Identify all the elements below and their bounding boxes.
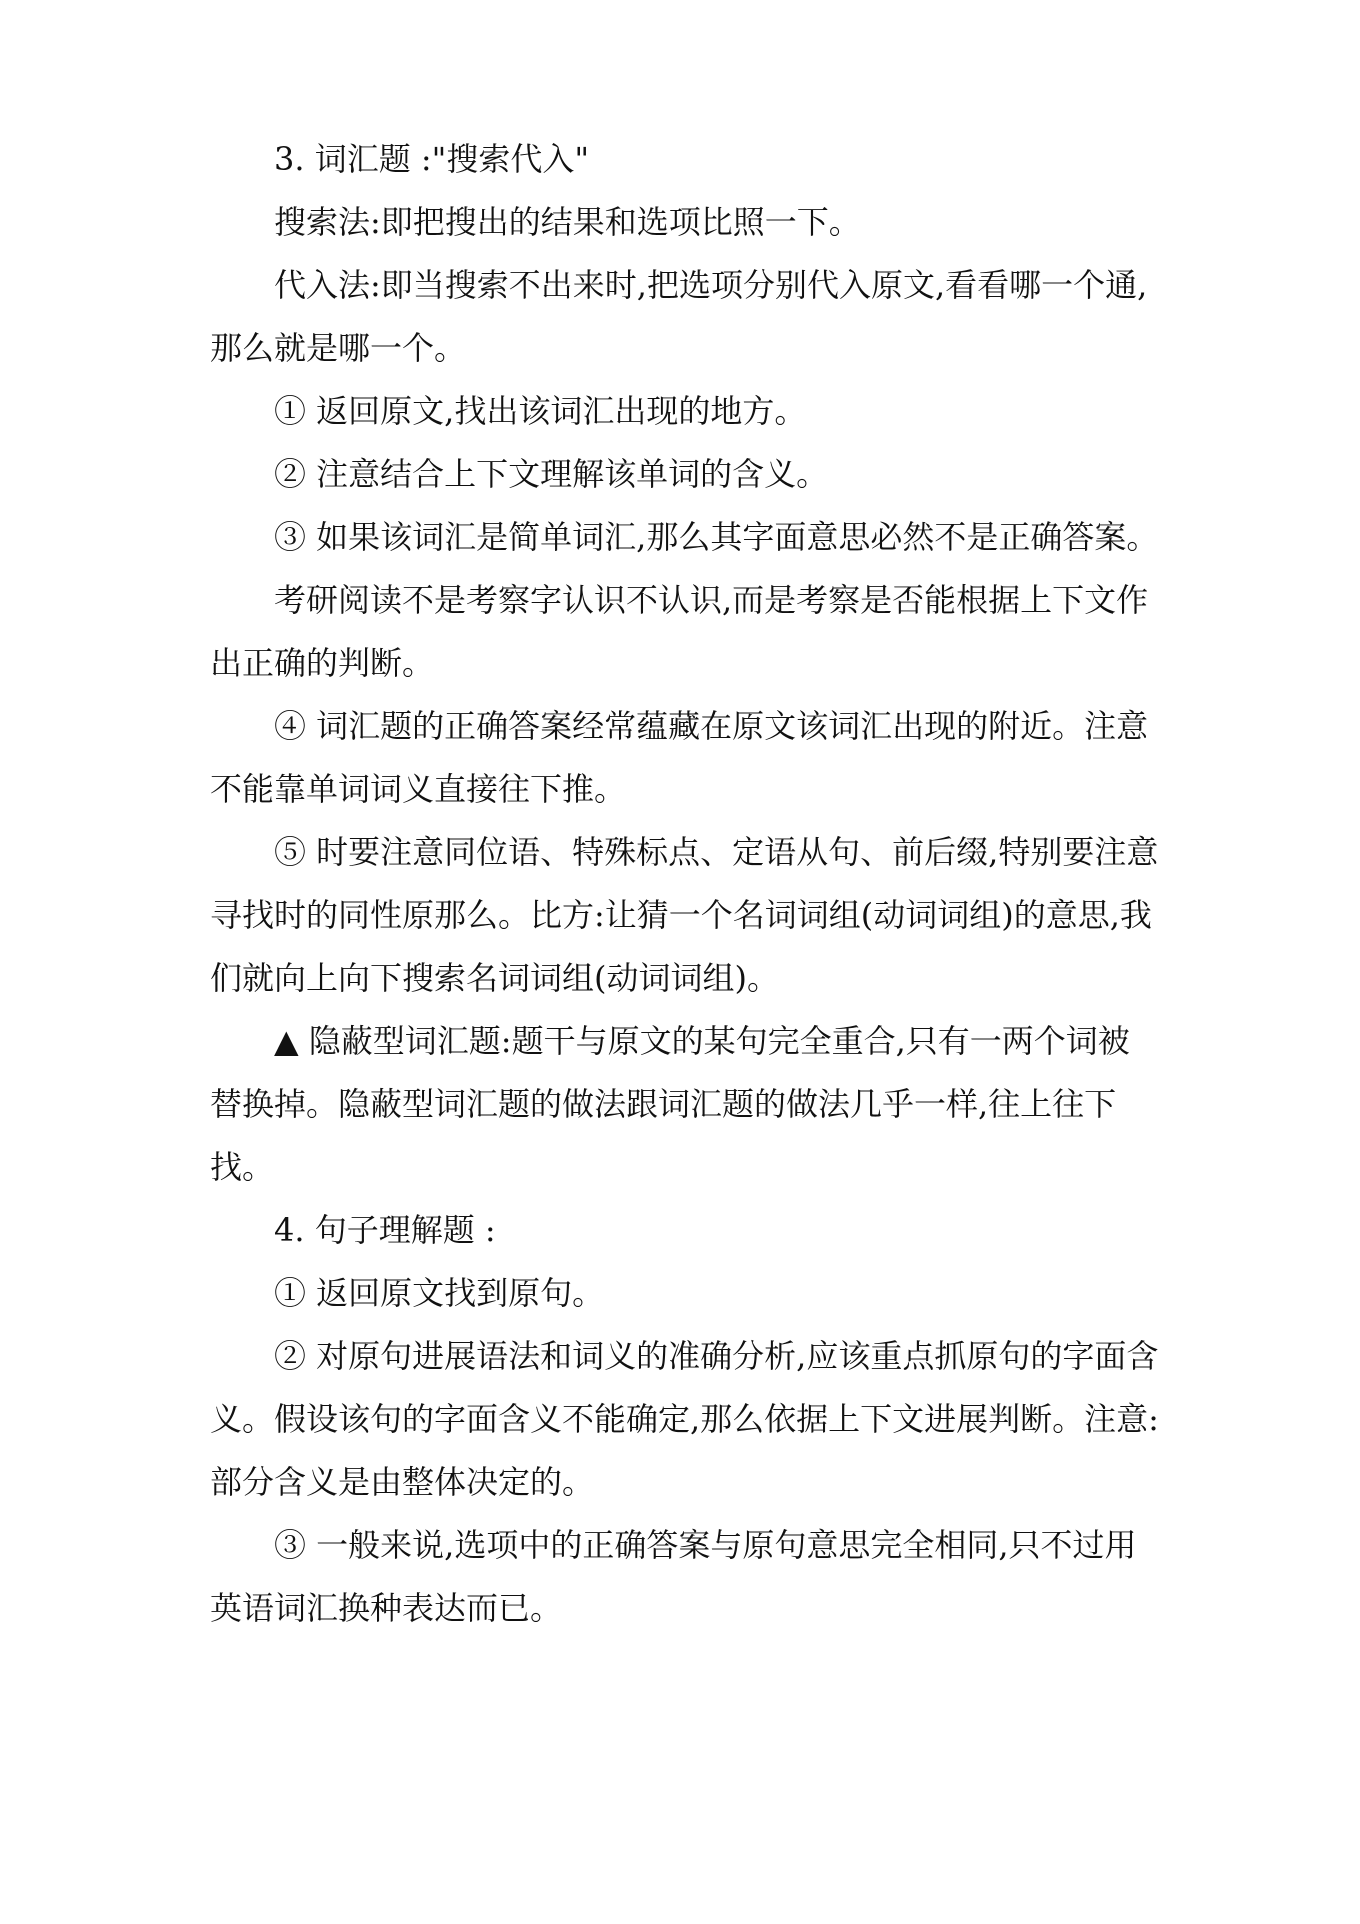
paragraph-search-method: 搜索法:即把搜出的结果和选项比照一下。 bbox=[274, 203, 861, 241]
document-body bbox=[210, 128, 1160, 1640]
list-item-4: ④ 词汇题的正确答案经常蕴藏在原文该词汇出现的附近。注意不能靠单词词义直接往下推。 bbox=[210, 707, 1149, 808]
sentence-item-2: ② 对原句进展语法和词义的准确分析,应该重点抓原句的字面含义。假设该句的字面含义不能确定,那么依据上下文进展判断。注意:部分含义是由整体决定的。 bbox=[210, 1337, 1159, 1501]
paragraph-reading-note: 考研阅读不是考察字认识不认识,而是考察是否能根据上下文作出正确的判断。 bbox=[210, 581, 1149, 682]
list-item-3: ③ 如果该词汇是简单词汇,那么其字面意思必然不是正确答案。 bbox=[274, 518, 1159, 556]
heading-vocabulary-questions: 3. 词汇题 :"搜索代入" bbox=[274, 140, 590, 178]
sentence-item-1: ① 返回原文找到原句。 bbox=[274, 1274, 605, 1312]
sentence-item-3: ③ 一般来说,选项中的正确答案与原句意思完全相同,只不过用英语词汇换种表达而已。 bbox=[210, 1526, 1137, 1627]
list-item-1: ① 返回原文,找出该词汇出现的地方。 bbox=[274, 392, 807, 430]
paragraph-hidden-vocabulary: ▲ 隐蔽型词汇题:题干与原文的某句完全重合,只有一两个词被替换掉。隐蔽型词汇题的做法跟词汇题的做法几乎一样,往上往下找。 bbox=[210, 1022, 1130, 1186]
list-item-5: ⑤ 时要注意同位语、特殊标点、定语从句、前后缀,特别要注意寻找时的同性原那么。比方:让猜一个名词词组(动词词组)的意思,我们就向上向下搜索名词词组(动词词组)。 bbox=[210, 833, 1159, 997]
heading-sentence-comprehension: 4. 句子理解题 : bbox=[274, 1211, 496, 1249]
list-item-2: ② 注意结合上下文理解该单词的含义。 bbox=[274, 455, 829, 493]
paragraph-substitution-method: 代入法:即当搜索不出来时,把选项分别代入原文,看看哪一个通,那么就是哪一个。 bbox=[210, 266, 1148, 367]
